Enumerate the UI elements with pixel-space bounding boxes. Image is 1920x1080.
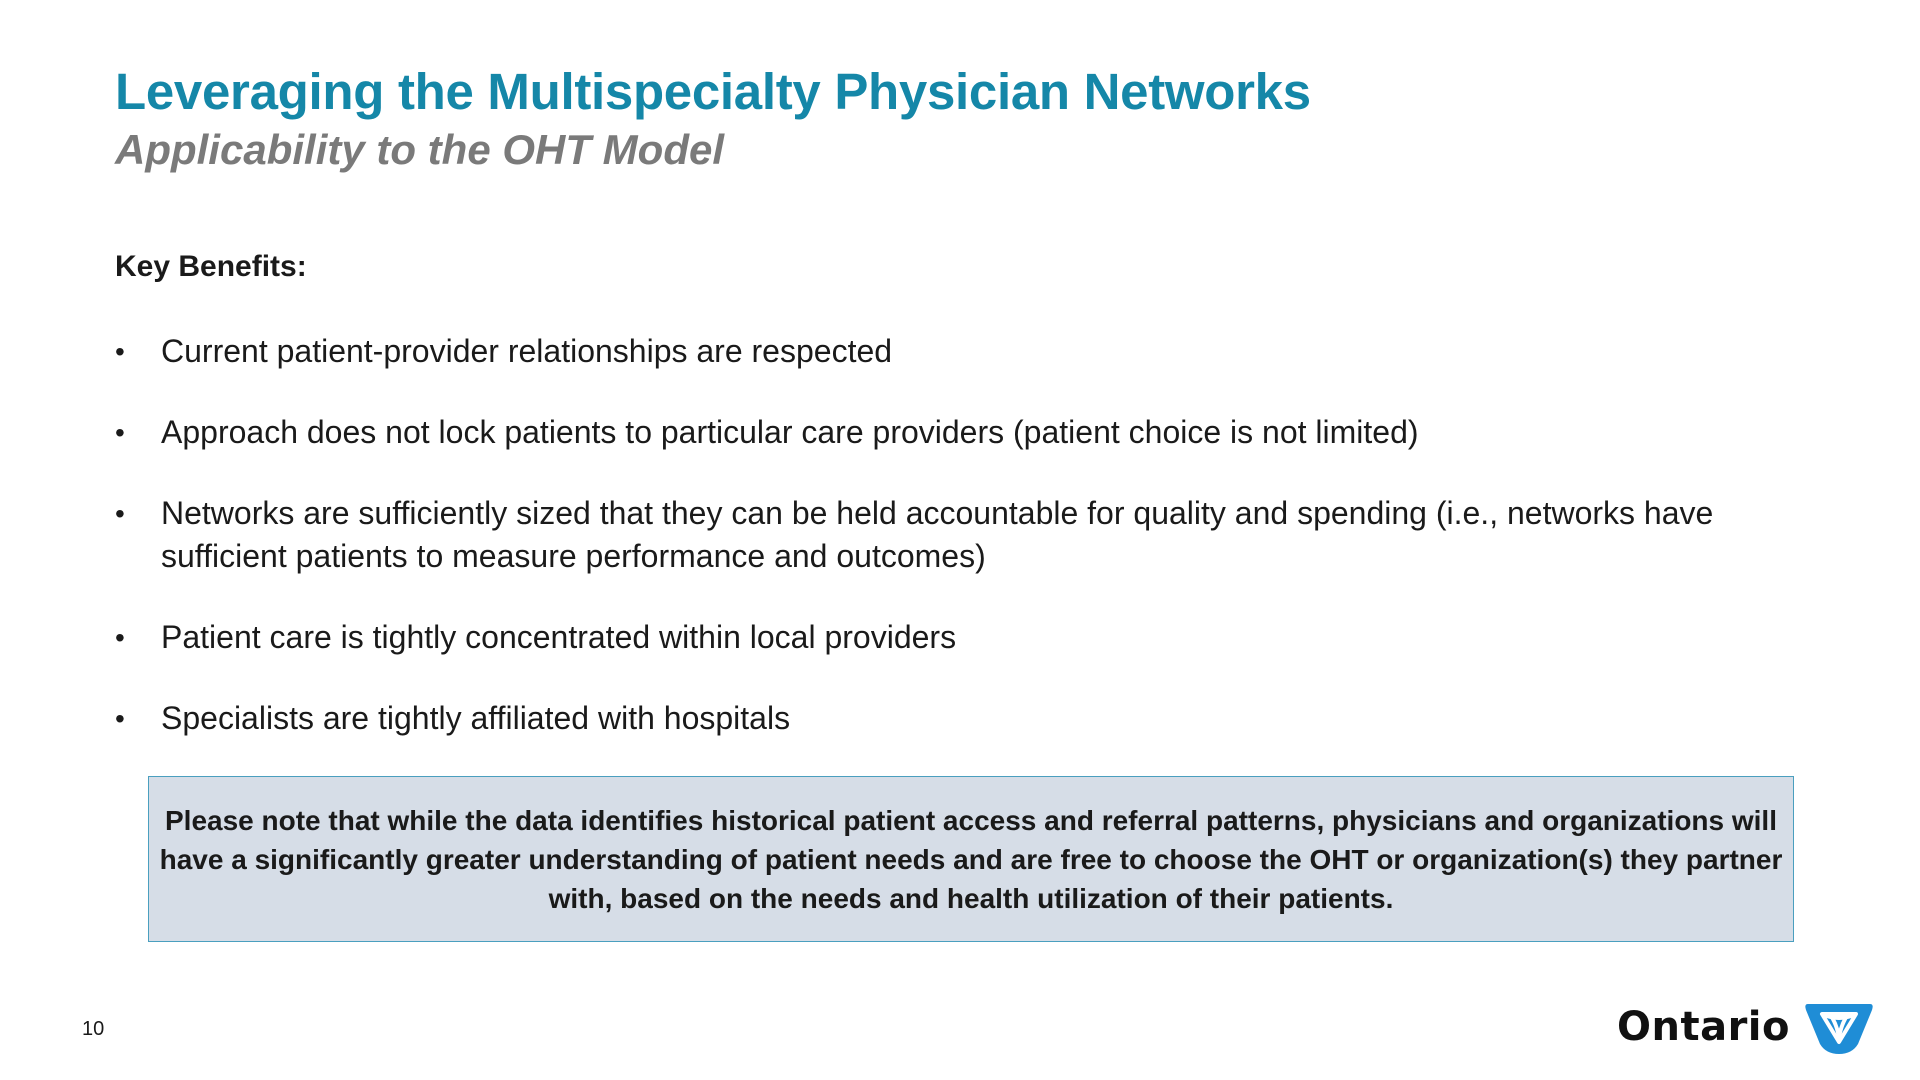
list-item (115, 616, 1815, 659)
slide-title: Leveraging the Multispecialty Physician Networks (115, 63, 1311, 120)
logo-wordmark: Ontario (1616, 1004, 1790, 1050)
bullet-icon: • (115, 622, 125, 653)
benefits-list (115, 330, 1815, 778)
list-item-text: Networks are sufficiently sized that they can be held accountable for quality and spending (i.e., networks have sufficient patients to measure performance and outcomes) (161, 495, 1714, 574)
ontario-logo (1617, 1000, 1876, 1054)
list-item-text: Patient care is tightly concentrated within local providers (161, 619, 957, 655)
list-item (115, 411, 1815, 454)
note-box (148, 776, 1794, 942)
trillium-icon (1802, 1000, 1876, 1054)
list-item (115, 330, 1815, 373)
list-item-text: Specialists are tightly affiliated with hospitals (161, 700, 791, 736)
key-benefits-heading: Key Benefits: (115, 250, 307, 283)
page-number: 10 (82, 1018, 105, 1040)
bullet-icon: • (115, 336, 125, 367)
list-item (115, 492, 1815, 578)
bullet-icon: • (115, 417, 125, 448)
list-item-text: Current patient-provider relationships are respected (161, 333, 893, 369)
bullet-icon: • (115, 703, 125, 734)
list-item-text: Approach does not lock patients to particular care providers (patient choice is not limited) (161, 414, 1419, 450)
note-text: Please note that while the data identifies historical patient access and referral patterns, physicians and organizations will have a significantly greater understanding of patient needs and are free to choose the OHT or organization(s) they partner with, based on the needs and health utilization of their patients. (159, 804, 1783, 914)
slide-subtitle: Applicability to the OHT Model (115, 126, 724, 173)
bullet-icon: • (115, 498, 125, 529)
list-item (115, 697, 1815, 740)
